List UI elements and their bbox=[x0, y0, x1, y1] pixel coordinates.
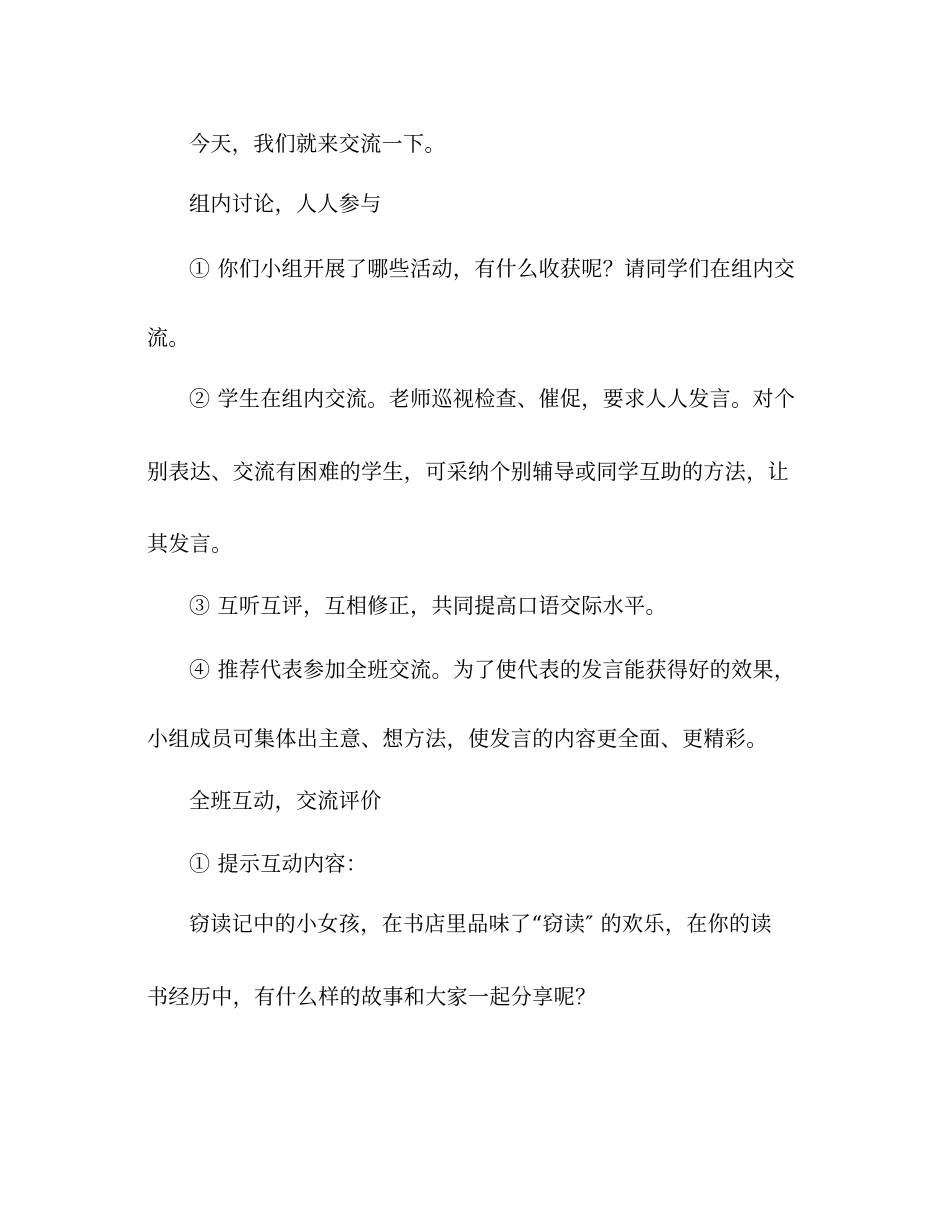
section-heading-class-interaction: 全班互动，交流评价 bbox=[189, 789, 382, 813]
paragraph-line-3: ① 你们小组开展了哪些活动，有什么收获呢？请同学们在组内交 bbox=[189, 257, 796, 281]
paragraph-line-14: 书经历中，有什么样的故事和大家一起分享呢？ bbox=[147, 985, 597, 1009]
paragraph-line-8: ③ 互听互评，互相修正，共同提高口语交际水平。 bbox=[189, 594, 667, 618]
paragraph-line-10: 小组成员可集体出主意、想方法，使发言的内容更全面、更精彩。 bbox=[147, 727, 768, 751]
paragraph-line-5: ② 学生在组内交流。老师巡视检查、催促，要求人人发言。对个 bbox=[189, 387, 796, 411]
paragraph-line-7: 其发言。 bbox=[147, 532, 233, 556]
paragraph-line-6: 别表达、交流有困难的学生，可采纳个别辅导或同学互助的方法，让 bbox=[147, 460, 789, 484]
paragraph-line-12: ① 提示互动内容： bbox=[189, 852, 368, 876]
section-heading-group-discussion: 组内讨论，人人参与 bbox=[189, 192, 382, 216]
paragraph-line-4: 流。 bbox=[147, 326, 190, 350]
paragraph-line-1: 今天，我们就来交流一下。 bbox=[189, 132, 446, 156]
paragraph-line-13: 窃读记中的小女孩，在书店里品味了“窃读″ 的欢乐，在你的读 bbox=[189, 912, 772, 936]
paragraph-line-9: ④ 推荐代表参加全班交流。为了使代表的发言能获得好的效果， bbox=[189, 658, 796, 682]
